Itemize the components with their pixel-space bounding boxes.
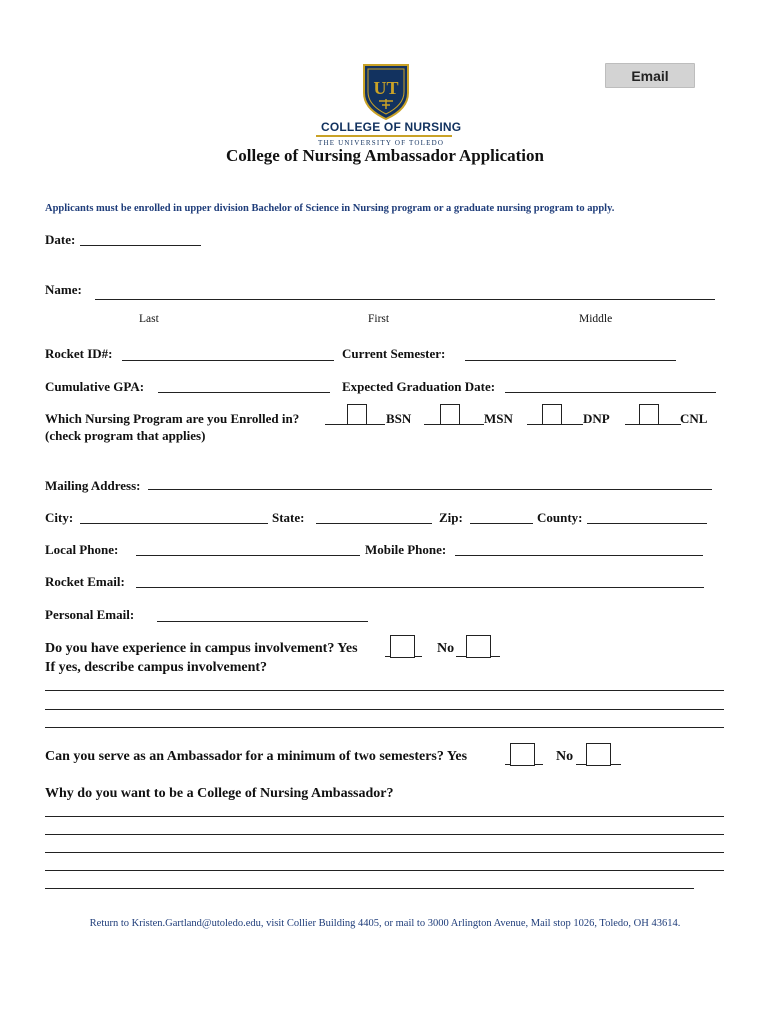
date-field[interactable] — [80, 245, 201, 246]
dnp-checkbox[interactable] — [542, 404, 562, 425]
grad-date-label: Expected Graduation Date: — [342, 379, 496, 394]
current-semester-label: Current Semester: — [342, 346, 446, 361]
logo-initials: UT — [373, 78, 399, 98]
program-hint: (check program that applies) — [45, 428, 206, 443]
dnp-label: DNP — [583, 411, 610, 426]
grad-date-field[interactable] — [505, 392, 716, 393]
experience-no-label: No — [437, 641, 455, 656]
return-instructions: Return to Kristen.Gartland@utoledo.edu, visit Collier Building 4405, or mail to 3000 Arlington Avenue, Mail stop 1026, Toledo, OH 43614. — [89, 918, 681, 929]
bsn-label: BSN — [386, 411, 412, 426]
serve-no-label: No — [556, 749, 574, 764]
local-phone-label: Local Phone: — [45, 542, 119, 557]
describe-line-2[interactable] — [45, 709, 724, 710]
describe-label: If yes, describe campus involvement? — [45, 660, 268, 675]
serve-yes-checkbox[interactable] — [510, 743, 535, 766]
msn-label: MSN — [484, 411, 513, 426]
name-first-caption: First — [368, 313, 390, 325]
personal-email-label: Personal Email: — [45, 607, 135, 622]
rocket-email-field[interactable] — [136, 587, 704, 588]
experience-no-checkbox[interactable] — [466, 635, 491, 658]
county-field[interactable] — [587, 523, 707, 524]
city-label: City: — [45, 510, 74, 525]
logo-divider — [316, 135, 452, 137]
experience-yes-checkbox[interactable] — [390, 635, 415, 658]
mobile-phone-label: Mobile Phone: — [365, 542, 447, 557]
experience-question: Do you have experience in campus involvement? Yes — [45, 641, 358, 656]
why-line-1[interactable] — [45, 816, 724, 817]
eligibility-notice: Applicants must be enrolled in upper division Bachelor of Science in Nursing program or a graduate nursing program to apply. — [45, 203, 615, 214]
rocket-email-label: Rocket Email: — [45, 574, 125, 589]
name-label: Name: — [45, 282, 82, 297]
name-middle-caption: Middle — [579, 313, 613, 325]
why-line-3[interactable] — [45, 852, 724, 853]
cnl-checkbox[interactable] — [639, 404, 659, 425]
why-line-5[interactable] — [45, 888, 694, 889]
current-semester-field[interactable] — [465, 360, 676, 361]
rocket-id-label: Rocket ID#: — [45, 346, 113, 361]
cnl-label: CNL — [680, 411, 708, 426]
page-title: College of Nursing Ambassador Application — [225, 146, 544, 165]
msn-checkbox[interactable] — [440, 404, 460, 425]
program-question: Which Nursing Program are you Enrolled in? — [45, 411, 300, 426]
local-phone-field[interactable] — [136, 555, 360, 556]
logo-university-name: THE UNIVERSITY OF TOLEDO — [318, 139, 445, 147]
city-field[interactable] — [80, 523, 268, 524]
gpa-field[interactable] — [158, 392, 330, 393]
describe-line-3[interactable] — [45, 727, 724, 728]
county-label: County: — [537, 510, 583, 525]
serve-no-checkbox[interactable] — [586, 743, 611, 766]
name-field[interactable] — [95, 299, 715, 300]
email-button[interactable]: Email — [605, 63, 695, 88]
zip-field[interactable] — [470, 523, 533, 524]
why-line-4[interactable] — [45, 870, 724, 871]
state-label: State: — [272, 510, 305, 525]
logo-college-name: COLLEGE OF NURSING — [321, 120, 462, 134]
zip-label: Zip: — [439, 510, 463, 525]
state-field[interactable] — [316, 523, 432, 524]
why-question: Why do you want to be a College of Nursing Ambassador? — [45, 786, 394, 801]
serve-question: Can you serve as an Ambassador for a minimum of two semesters? Yes — [45, 749, 468, 764]
name-last-caption: Last — [139, 313, 159, 325]
gpa-label: Cumulative GPA: — [45, 379, 145, 394]
personal-email-field[interactable] — [157, 621, 368, 622]
why-line-2[interactable] — [45, 834, 724, 835]
mailing-address-label: Mailing Address: — [45, 478, 141, 493]
mobile-phone-field[interactable] — [455, 555, 703, 556]
rocket-id-field[interactable] — [122, 360, 334, 361]
date-label: Date: — [45, 232, 76, 247]
bsn-checkbox[interactable] — [347, 404, 367, 425]
describe-line-1[interactable] — [45, 690, 724, 691]
mailing-address-field[interactable] — [148, 489, 712, 490]
